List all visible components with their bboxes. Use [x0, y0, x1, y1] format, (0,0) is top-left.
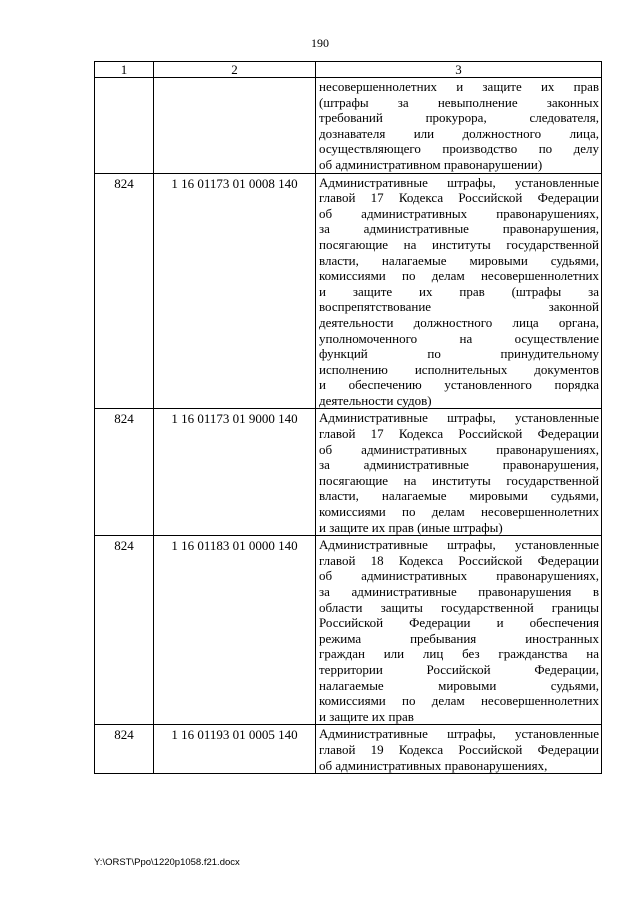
- description-line: несовершеннолетних и защите их прав: [319, 79, 599, 94]
- description-cell: [316, 536, 602, 725]
- table-row: [95, 536, 602, 725]
- description-line: об административных правонарушениях,: [319, 757, 548, 773]
- page-number: 190: [311, 36, 329, 50]
- budget-classification-code-cell: 1 16 01173 01 0008 140: [154, 173, 316, 409]
- description-line: комиссиями по делам несовершеннолетних: [319, 504, 599, 520]
- description-line: налагаемые мировыми судьями,: [319, 677, 599, 693]
- column-header-1: 1: [95, 62, 154, 78]
- description-line: режима пребывания иностранных: [319, 630, 599, 646]
- description-line: требований прокурора, следователя,: [319, 110, 599, 126]
- budget-classification-code-cell: [154, 78, 316, 174]
- description-line: функций по принудительному: [319, 346, 599, 362]
- description-line: и защите их прав: [319, 708, 414, 724]
- file-path-footer: Y:\ORST\Ppo\1220p1058.f21.docx: [94, 857, 240, 868]
- admin-code-cell: 824: [95, 536, 154, 725]
- description-line: посягающие на институты государственной: [319, 472, 599, 488]
- budget-codes-table: [94, 61, 602, 774]
- description-line: области защиты государственной границы: [319, 599, 599, 615]
- table-row: [95, 78, 602, 174]
- description-line: исполнению исполнительных документов: [319, 361, 599, 377]
- description-line: об административных правонарушениях,: [319, 205, 599, 221]
- description-line: главой 19 Кодекса Российской Федерации: [319, 741, 599, 757]
- description-cell: [316, 725, 602, 774]
- description-line: за административные правонарушения в: [319, 584, 599, 599]
- column-header-2: 2: [154, 62, 316, 78]
- description-line: главой 17 Кодекса Российской Федерации: [319, 190, 599, 206]
- description-cell: [316, 173, 602, 409]
- admin-code-cell: 824: [95, 725, 154, 774]
- admin-code-cell: 824: [95, 173, 154, 409]
- admin-code-cell: [95, 78, 154, 174]
- column-header-3: 3: [316, 62, 602, 78]
- budget-classification-code-cell: 1 16 01173 01 9000 140: [154, 409, 316, 536]
- description-line: и защите их прав (иные штрафы): [319, 519, 503, 535]
- description-line: комиссиями по делам несовершеннолетних: [319, 268, 599, 284]
- budget-classification-code-cell: 1 16 01183 01 0000 140: [154, 536, 316, 725]
- description-line: и обеспечению установленного порядка: [319, 377, 599, 393]
- description-line: дознавателя или должностного лица,: [319, 125, 599, 141]
- description-line: Российской Федерации и обеспечения: [319, 615, 599, 631]
- admin-code-cell: 824: [95, 409, 154, 536]
- table-row: [95, 409, 602, 536]
- description-line: об административном правонарушении): [319, 156, 543, 172]
- description-line: об административных правонарушениях,: [319, 568, 599, 584]
- table-header-row: [95, 62, 602, 78]
- description-line: Административные штрафы, установленные: [319, 537, 599, 553]
- description-line: уполномоченного на осуществление: [319, 330, 599, 346]
- table-row: [95, 725, 602, 774]
- description-line: и защите их прав (штрафы за: [319, 283, 599, 299]
- description-line: граждан или лиц без гражданства на: [319, 646, 599, 662]
- description-line: Административные штрафы, установленные: [319, 410, 599, 426]
- budget-classification-code-cell: 1 16 01193 01 0005 140: [154, 725, 316, 774]
- description-line: деятельности должностного лица органа,: [319, 314, 599, 330]
- description-line: власти, налагаемые мировыми судьями,: [319, 252, 599, 268]
- description-line: Административные штрафы, установленные: [319, 174, 599, 190]
- description-cell: [316, 78, 602, 174]
- description-line: посягающие на институты государственной: [319, 236, 599, 252]
- description-line: комиссиями по делам несовершеннолетних: [319, 693, 599, 709]
- description-line: деятельности судов): [319, 392, 432, 408]
- description-line: Административные штрафы, установленные: [319, 726, 599, 742]
- description-line: главой 18 Кодекса Российской Федерации: [319, 552, 599, 568]
- description-line: главой 17 Кодекса Российской Федерации: [319, 426, 599, 442]
- description-line: территории Российской Федерации,: [319, 661, 599, 677]
- description-line: власти, налагаемые мировыми судьями,: [319, 488, 599, 504]
- description-line: об административных правонарушениях,: [319, 441, 599, 457]
- description-line: (штрафы за невыполнение законных: [319, 94, 599, 110]
- table-row: [95, 173, 602, 409]
- description-line: за административные правонарушения,: [319, 457, 599, 473]
- description-line: воспрепятствование законной: [319, 299, 599, 315]
- description-cell: [316, 409, 602, 536]
- description-line: осуществляющего производство по делу: [319, 141, 599, 157]
- description-line: за административные правонарушения,: [319, 221, 599, 237]
